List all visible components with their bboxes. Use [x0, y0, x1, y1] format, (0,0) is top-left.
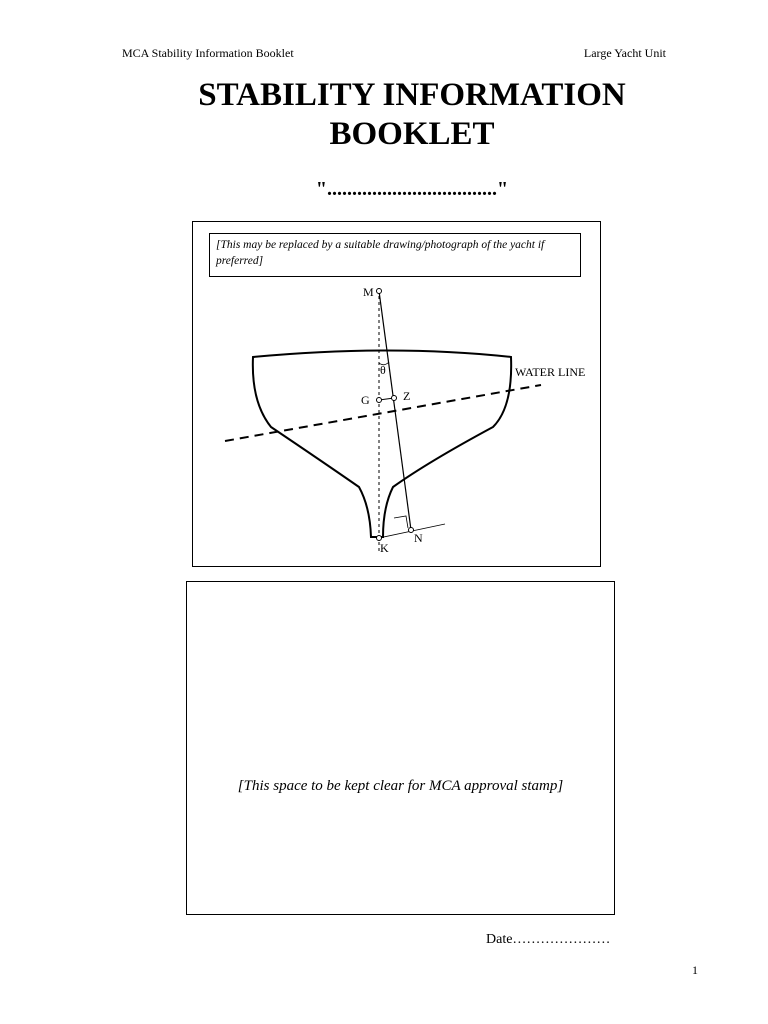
label-k: K: [380, 541, 389, 555]
diagram-caption: [This may be replaced by a suitable drawing/photograph of the yacht if preferred]: [209, 233, 581, 277]
approval-stamp-box: [186, 581, 615, 915]
header-right-text: Large Yacht Unit: [583, 46, 666, 60]
water-line: [225, 385, 541, 441]
hull-outline: [253, 351, 511, 538]
label-n: N: [414, 531, 423, 545]
point-g: [377, 398, 382, 403]
point-n: [409, 528, 414, 533]
header-left-text: MCA Stability Information Booklet: [122, 46, 294, 60]
vessel-name-line: "..................................": [315, 178, 509, 200]
right-angle-marker: [394, 516, 408, 528]
stability-diagram-box: [192, 221, 601, 567]
title-line-1: STABILITY INFORMATION: [198, 77, 626, 113]
label-theta: θ: [380, 363, 386, 377]
label-m: M: [363, 285, 374, 299]
title-line-2: BOOKLET: [329, 116, 495, 152]
point-z: [392, 396, 397, 401]
page-number: 1: [692, 963, 698, 977]
page-title: [0, 76, 768, 154]
point-k: [377, 536, 382, 541]
label-g: G: [361, 393, 370, 407]
date-line: Date…………………: [486, 932, 611, 947]
approval-stamp-text: [This space to be kept clear for MCA approval stamp]: [237, 778, 564, 794]
label-water-line: WATER LINE: [515, 365, 586, 379]
metacentric-line: [379, 291, 411, 530]
point-m: [377, 289, 382, 294]
label-z: Z: [403, 389, 411, 403]
